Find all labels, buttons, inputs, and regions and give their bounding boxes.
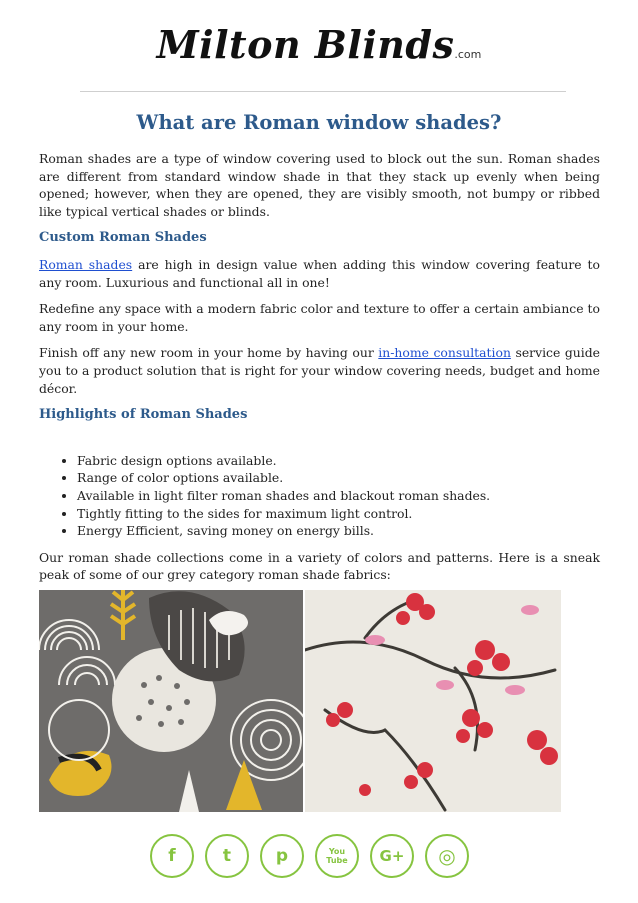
list-item: • Energy Efficient, saving money on energy bills. [77,522,600,540]
logo-tld: .com [454,48,482,61]
cherry-blossom-fabric-image [305,590,561,812]
fabric-samples [39,590,561,812]
paragraph-consultation [39,344,600,397]
roman-shades-link[interactable]: Roman shades [39,256,133,272]
header-divider [80,91,566,92]
twitter-icon[interactable]: t [205,834,249,878]
list-item: • Available in light filter roman shades and blackout roman shades. [77,487,600,505]
google-plus-icon[interactable]: G+ [370,834,414,878]
paragraph-text: service guide you to a product solution that is right for your window covering needs, budget and home décor. [39,345,600,396]
paragraph-text: Finish off any new room in your home by having our [39,345,379,361]
pinterest-icon[interactable]: p [260,834,304,878]
brand-logo[interactable] [0,22,638,67]
intro-paragraph: Roman shades are a type of window covering used to block out the sun. Roman shades are different from standard window shade in that they stack up evenly when being opened; however, when they are opened, they are visibly smooth, not bumpy or ribbed like typical vertical shades or blinds. [39,151,600,219]
list-item: • Range of color options available. [77,469,600,487]
instagram-icon[interactable]: ◎ [425,834,469,878]
paragraph-redefine: Redefine any space with a modern fabric color and texture to offer a certain ambiance to any room in your home. [39,301,600,334]
section-heading-highlights: Highlights of Roman Shades [39,407,248,423]
page-title: What are Roman window shades? [136,111,502,134]
list-item: • Fabric design options available. [77,452,600,470]
in-home-consultation-link[interactable]: in-home consultation [378,345,511,361]
highlights-list [39,452,600,540]
article-body [39,150,600,593]
facebook-icon[interactable]: f [150,834,194,878]
closing-paragraph: Our roman shade collections come in a variety of colors and patterns. Here is a sneak peak of some of our grey category roman shade fabrics: [39,549,600,583]
paragraph-roman-shades [39,256,600,291]
paragraph-text: are high in design value when adding this window covering feature to any room. Luxurious and functional all in one! [39,256,600,290]
logo-brand: Milton Blinds [156,22,455,67]
section-heading-custom: Custom Roman Shades [39,230,207,246]
youtube-icon[interactable]: You Tube [315,834,359,878]
grey-pattern-fabric-image [39,590,303,812]
social-links [150,834,490,884]
list-item: • Tightly fitting to the sides for maximum light control. [77,505,600,523]
